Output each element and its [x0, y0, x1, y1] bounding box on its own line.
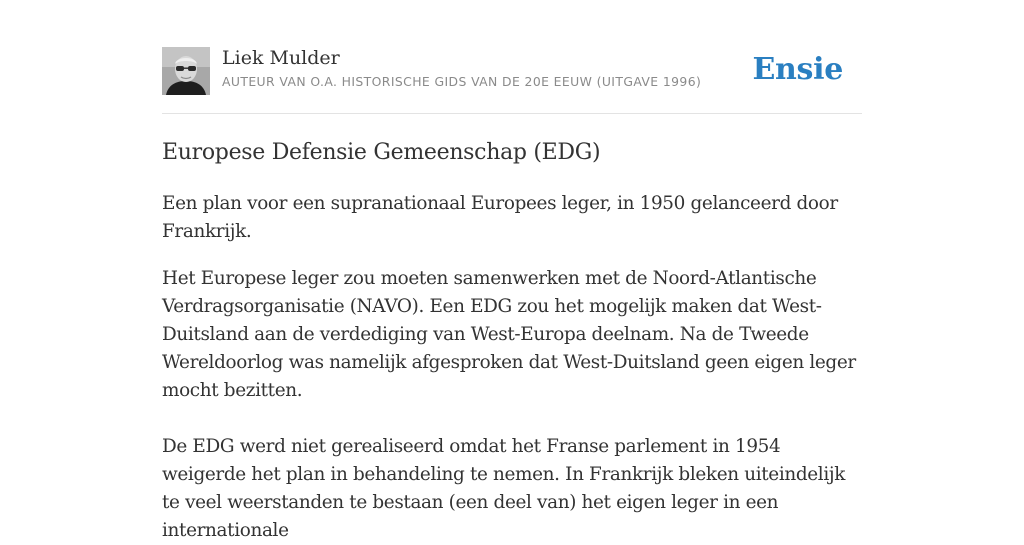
article-paragraph-3: De EDG werd niet gerealiseerd omdat het Franse parlement in 1954 weigerde het plan in behandeling te nemen. In Frankrijk bleken uiteindelijk te veel weerstanden te bestaan (een deel van) het eigen leger in een internationale	[162, 436, 846, 541]
author-portrait-icon	[162, 47, 210, 95]
article-title: Europese Defensie Gemeenschap (EDG)	[162, 140, 601, 165]
article-paragraph-2: Het Europese leger zou moeten samenwerken met de Noord-Atlantische Verdragsorganisatie (NAVO). Een EDG zou het mogelijk maken dat West-Duitsland aan de verdediging van West-Europa deelnam. Na de Tweede Wereldoorlog was namelijk afgesproken dat West-Duitsland geen eigen leger mocht bezitten.	[162, 268, 856, 401]
brand-logo[interactable]: Ensie	[752, 52, 843, 87]
article-header	[162, 46, 862, 114]
author-avatar[interactable]	[162, 47, 210, 95]
article-body	[162, 136, 862, 545]
author-name[interactable]: Liek Mulder	[222, 47, 340, 69]
article-paragraph-1: Een plan voor een supranationaal Europees leger, in 1950 gelanceerd door Frankrijk.	[162, 193, 838, 242]
author-description: AUTEUR VAN O.A. HISTORISCHE GIDS VAN DE 20E EEUW (UITGAVE 1996)	[222, 74, 702, 89]
